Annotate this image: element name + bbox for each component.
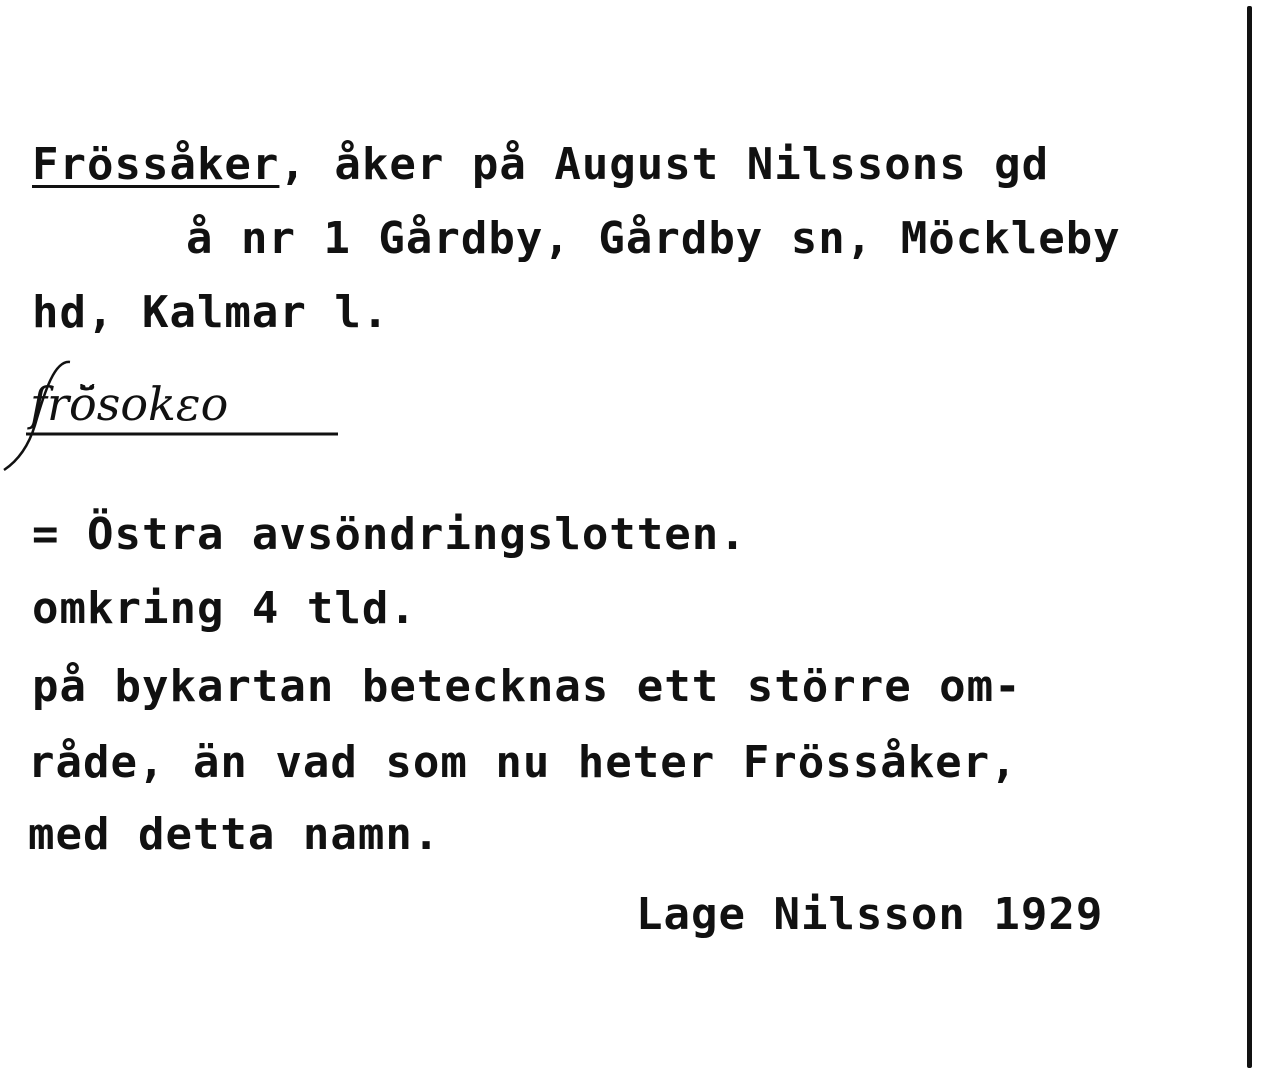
entry-line-7: på bykartan betecknas ett större om-: [32, 661, 1022, 712]
entry-line-6: omkring 4 tld.: [32, 583, 417, 634]
entry-line-1-rest: , åker på August Nilssons gd: [279, 139, 1050, 190]
phonetic-text: frö̆sokɛo: [30, 377, 229, 431]
phonetic-transcription: [0, 350, 360, 480]
entry-line-1: [32, 140, 1049, 190]
entry-line-5-text: Östra avsöndringslotten.: [59, 509, 747, 560]
entry-line-3: hd, Kalmar l.: [32, 287, 390, 338]
equals-mark: =: [32, 509, 60, 560]
entry-line-5: [32, 510, 747, 560]
entry-line-2: å nr 1 Gårdby, Gårdby sn, Möckleby: [186, 213, 1121, 264]
entry-line-9: med detta namn.: [28, 809, 441, 860]
entry-line-8: råde, än vad som nu heter Frössåker,: [28, 737, 1018, 788]
headword: Frössåker: [32, 139, 280, 190]
card-right-edge: [1247, 6, 1252, 1068]
signature: Lage Nilsson 1929: [636, 889, 1104, 940]
